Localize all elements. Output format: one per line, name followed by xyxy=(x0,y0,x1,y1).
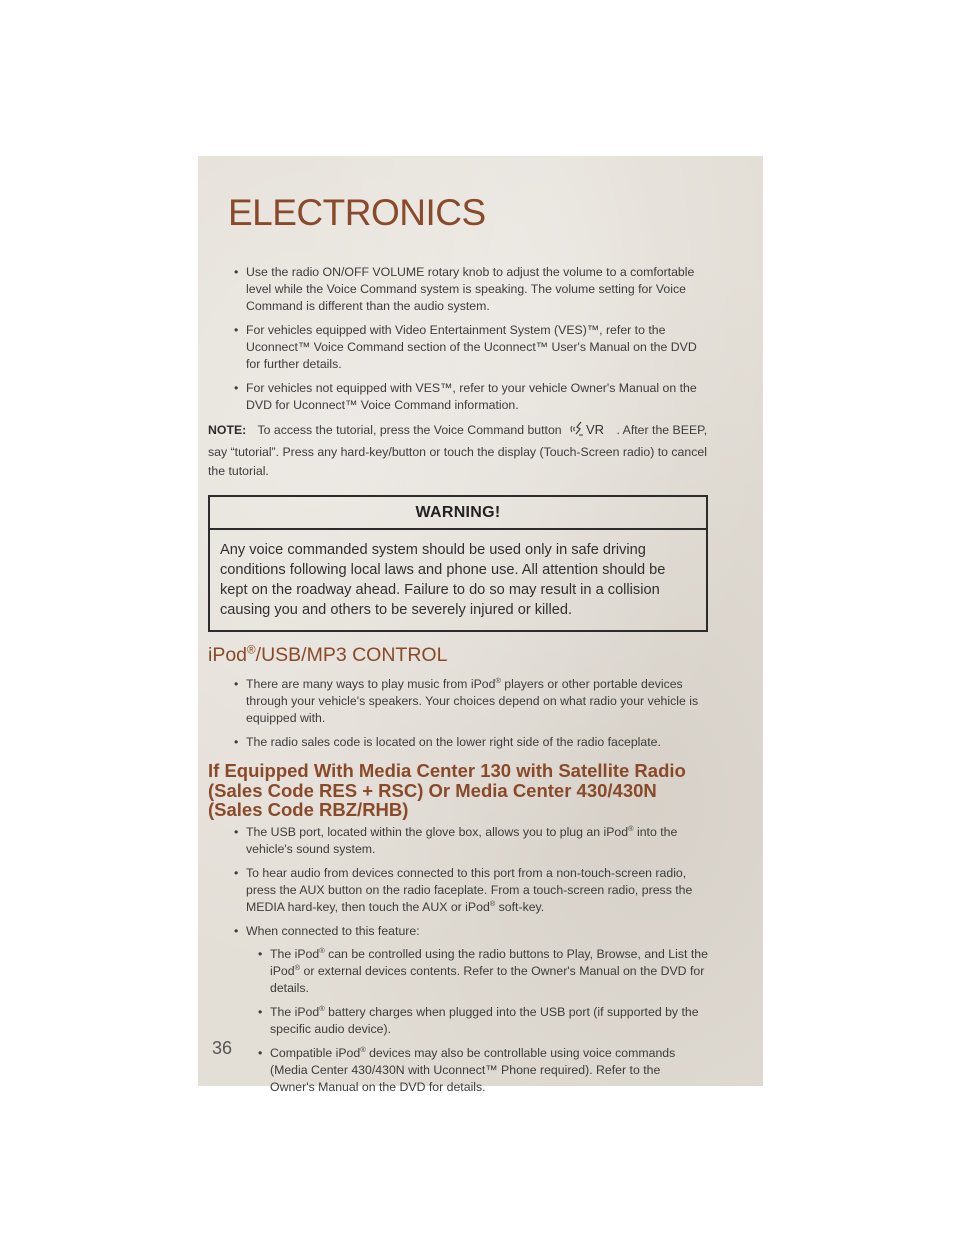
list-item: • When connected to this feature: • The iPod® can be controlled using the radio buttons to Play, Browse, and List the iPod® or external devices contents. Refer to the Owner's Manual on the DVD for details. • The iPod® battery charges when plugged into the USB port (if supported by the specific audio device). • Compatible iPod® devices may also be controllable using voice commands (Media Center 430/430N with Uconnect™ Phone required). Refer to the Owner's Manual on the DVD for details. xyxy=(220,923,708,1096)
list-item: • For vehicles not equipped with VES™, refer to your vehicle Owner's Manual on the DVD for Uconnect™ Voice Command information. xyxy=(220,380,708,414)
ipod-section-heading: iPod®/USB/MP3 CONTROL xyxy=(208,643,448,666)
note-text-before: To access the tutorial, press the Voice Command button xyxy=(257,423,562,437)
note-text-after: . After the BEEP, say “tutorial”. Press any hard-key/button or touch the display (Touch-Screen radio) to cancel the tutorial. xyxy=(208,423,708,478)
warning-body: Any voice commanded system should be used only in safe driving conditions following local laws and phone use. All attention should be kept on the roadway ahead. Failure to do so may result in a collision causing you and others to be severely injured or killed. xyxy=(220,542,666,618)
list-item: • To hear audio from devices connected to this port from a non-touch-screen radio, press the AUX button on the radio faceplate. From a touch-screen radio, press the MEDIA hard-key, then touch the AUX or iPod® soft-key. xyxy=(220,865,708,916)
intro-bullet-list xyxy=(208,264,708,414)
note-paragraph xyxy=(208,421,708,481)
warning-title: WARNING! xyxy=(210,497,706,530)
list-item: • There are many ways to play music from iPod® players or other portable devices through your vehicle's speakers. Your choices depend on what radio your vehicle is equipped with. xyxy=(220,676,708,727)
list-item: • Use the radio ON/OFF VOLUME rotary knob to adjust the volume to a comfortable level while the Voice Command system is speaking. The volume setting for Voice Command is different than the audio system. xyxy=(220,264,708,315)
list-item: • The radio sales code is located on the lower right side of the radio faceplate. xyxy=(220,734,708,751)
page-content xyxy=(208,264,708,1103)
note-label: NOTE: xyxy=(208,423,247,437)
manual-page xyxy=(198,156,763,1094)
media-bullet-list xyxy=(208,824,708,1096)
list-item: • The iPod® battery charges when plugged into the USB port (if supported by the specific audio device). xyxy=(244,1004,708,1038)
page-number: 36 xyxy=(212,1038,233,1058)
warning-box xyxy=(208,495,708,632)
list-item: • For vehicles equipped with Video Entertainment System (VES)™, refer to the Uconnect™ Voice Command section of the Uconnect™ User's Manual on the DVD for further details. xyxy=(220,322,708,373)
list-item: • The USB port, located within the glove box, allows you to plug an iPod® into the vehicle's sound system. xyxy=(220,824,708,858)
voice-command-icon-label: VR xyxy=(586,422,605,437)
media-sub-bullet-list xyxy=(220,946,708,1096)
section-title: ELECTRONICS xyxy=(228,192,486,233)
voice-command-icon xyxy=(569,421,609,443)
list-item: • The iPod® can be controlled using the radio buttons to Play, Browse, and List the iPod® or external devices contents. Refer to the Owner's Manual on the DVD for details. xyxy=(244,946,708,997)
media-center-heading: If Equipped With Media Center 130 with Satellite Radio (Sales Code RES + RSC) Or Media Center 430/430N (Sales Code RBZ/RHB) xyxy=(208,760,686,820)
list-item: • Compatible iPod® devices may also be controllable using voice commands (Media Center 430/430N with Uconnect™ Phone required). Refer to the Owner's Manual on the DVD for details. xyxy=(244,1045,708,1096)
ipod-bullet-list xyxy=(208,676,708,751)
